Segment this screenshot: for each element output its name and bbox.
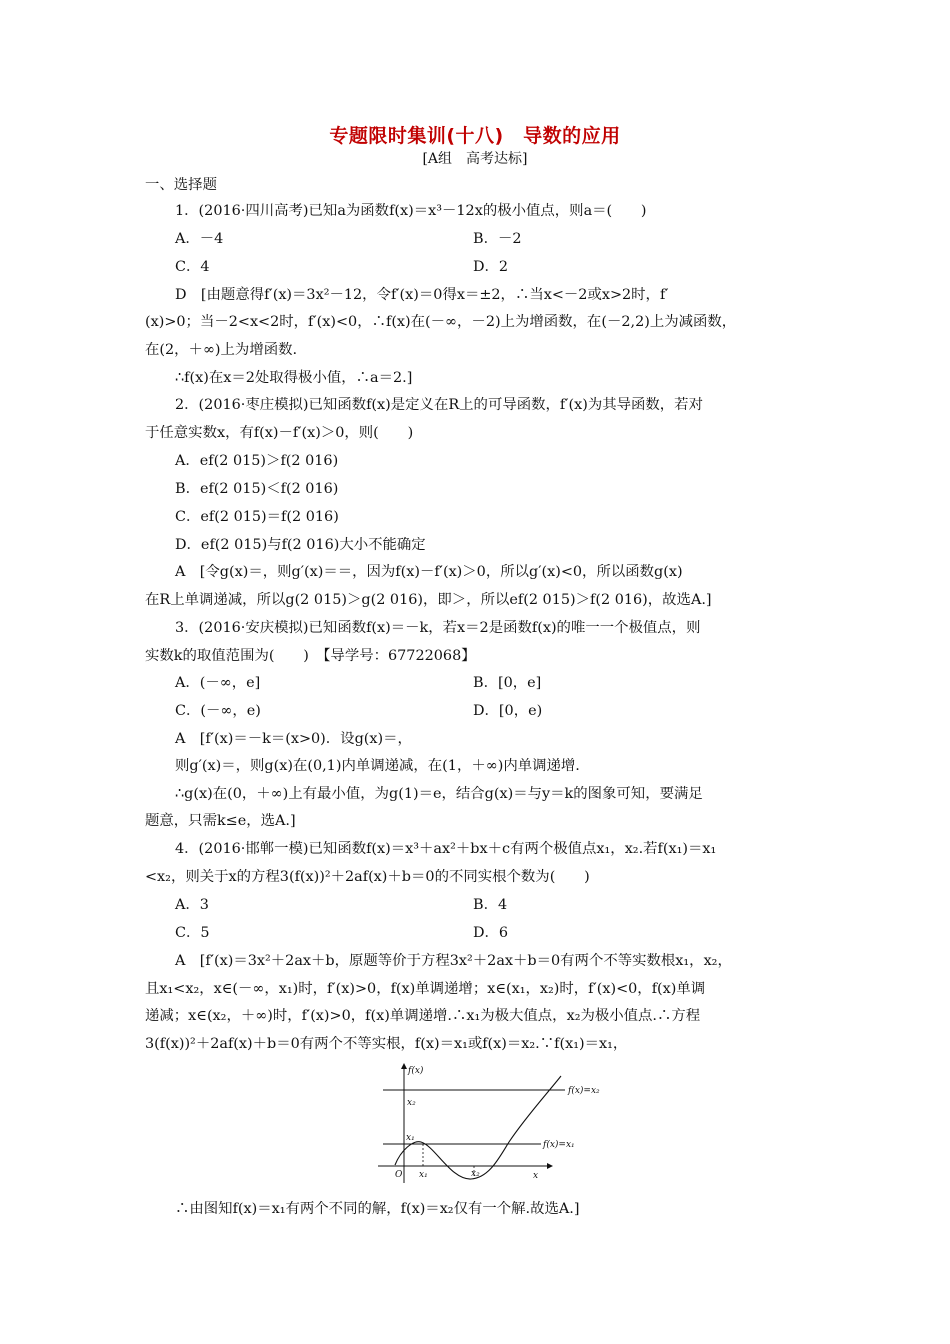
q3-option-a: A．(－∞，e]: [175, 675, 261, 691]
q2-solution-line: 在R上单调递减，所以g(2 015)＞g(2 016)，即＞，所以ef(2 015)＞f(2 016)，故选A.]: [145, 592, 712, 608]
q2-stem: 于任意实数x，有f(x)－f′(x)＞0，则( ): [145, 425, 414, 441]
x-axis-arrow-icon: [547, 1163, 553, 1169]
q4-option-c: C．5: [175, 925, 210, 941]
x-axis-label: x: [533, 1171, 539, 1181]
q2-option-d: D．ef(2 015)与f(2 016)大小不能确定: [175, 537, 426, 553]
q1-solution-line: (x)>0；当－2<x<2时，f′(x)<0，∴f(x)在(－∞，－2)上为增函数，在(－2,2)上为减函数，: [145, 314, 737, 330]
y-axis-label: f(x): [408, 1066, 424, 1076]
function-curve: [395, 1076, 561, 1179]
q1-solution-line: D [由题意得f′(x)＝3x²－12，令f′(x)＝0得x＝±2，∴当x<－2或x>2时，f′: [175, 287, 669, 303]
q1-solution-line: ∴f(x)在x＝2处取得极小值，∴a＝2.]: [175, 370, 413, 386]
q2-option-b: B．ef(2 015)＜f(2 016): [175, 481, 339, 497]
q3-option-c: C．(－∞，e): [175, 703, 261, 719]
tick-x2-x: x₂: [471, 1169, 480, 1179]
q3-option-d: D．[0，e): [473, 703, 543, 719]
q2-stem: 2．(2016·枣庄模拟)已知函数f(x)是定义在R上的可导函数，f′(x)为其导函数，若对: [175, 397, 703, 413]
q3-stem: 3．(2016·安庆模拟)已知函数f(x)＝－k，若x＝2是函数f(x)的唯一一个极值点，则: [175, 620, 701, 636]
q3-solution-line: ∴g(x)在(0，＋∞)上有最小值，为g(1)＝e，结合g(x)＝与y＝k的图象可知，要满足: [175, 786, 703, 802]
q4-stem: 4．(2016·邯郸一模)已知函数f(x)＝x³＋ax²＋bx＋c有两个极值点x₁，x₂.若f(x₁)＝x₁: [175, 841, 717, 857]
q4-solution-line: 且x₁<x₂，x∈(－∞，x₁)时，f′(x)>0，f(x)单调递增；x∈(x₁，x₂)时，f′(x)<0，f(x)单调: [145, 981, 706, 997]
q1-option-d: D．2: [473, 259, 509, 275]
q4-solution-line: A [f′(x)＝3x²＋2ax＋b，原题等价于方程3x²＋2ax＋b＝0有两个不等实数根x₁，x₂，: [175, 953, 732, 969]
origin-label: O: [395, 1170, 403, 1180]
q4-solution-line: ∴由图知f(x)＝x₁有两个不同的解，f(x)＝x₂仅有一个解.故选A.]: [175, 1201, 580, 1217]
q1-stem: 1．(2016·四川高考)已知a为函数f(x)＝x³－12x的极小值点，则a＝( ): [175, 203, 647, 219]
q3-solution-line: A [f′(x)＝－k＝(x>0)．设g(x)＝，: [175, 731, 412, 747]
q4-option-a: A．3: [175, 897, 209, 913]
q3-solution-line: 题意，只需k≤e，选A.]: [145, 813, 296, 829]
q2-option-a: A．ef(2 015)＞f(2 016): [175, 453, 339, 469]
tick-x1-x: x₁: [419, 1170, 428, 1180]
page-title: 专题限时集训(十八) 导数的应用: [329, 125, 621, 147]
q4-solution-line: 递减；x∈(x₂，＋∞)时，f′(x)>0，f(x)单调递增.∴x₁为极大值点，x₂为极小值点.∴方程: [145, 1008, 701, 1024]
tick-x2-y: x₂: [407, 1098, 416, 1108]
q4-stem: <x₂，则关于x的方程3(f(x))²＋2af(x)＋b＝0的不同实根个数为( ): [145, 869, 590, 885]
page-subtitle: [A组 高考达标]: [422, 151, 528, 167]
q1-option-a: A．－4: [175, 231, 224, 247]
q4-option-b: B．4: [473, 897, 508, 913]
label-fx-x2: f(x)=x₂: [568, 1086, 600, 1096]
q3-stem: 实数k的取值范围为( ) 【导学号：67722068】: [145, 648, 476, 664]
tick-x1-y: x₁: [406, 1133, 415, 1143]
q3-solution-line: 则g′(x)＝，则g(x)在(0,1)内单调递减，在(1，＋∞)内单调递增.: [175, 758, 580, 774]
q1-option-b: B．－2: [473, 231, 522, 247]
q1-solution-line: 在(2，＋∞)上为增函数.: [145, 342, 298, 358]
q2-option-c: C．ef(2 015)＝f(2 016): [175, 509, 339, 525]
q4-solution-line: 3(f(x))²＋2af(x)＋b＝0有两个不等实根，f(x)＝x₁或f(x)＝x₂.∵f(x₁)＝x₁，: [145, 1036, 628, 1052]
q3-option-b: B．[0，e]: [473, 675, 542, 691]
q1-option-c: C．4: [175, 259, 210, 275]
q2-solution-line: A [令g(x)＝，则g′(x)＝＝，因为f(x)－f′(x)＞0，所以g′(x)<0，所以函数g(x): [175, 564, 683, 580]
q4-option-d: D．6: [473, 925, 509, 941]
function-graph: [375, 1062, 605, 1184]
y-axis-arrow-icon: [401, 1063, 407, 1069]
label-fx-x1: f(x)=x₁: [543, 1140, 575, 1150]
section-heading: 一、选择题: [145, 177, 217, 193]
